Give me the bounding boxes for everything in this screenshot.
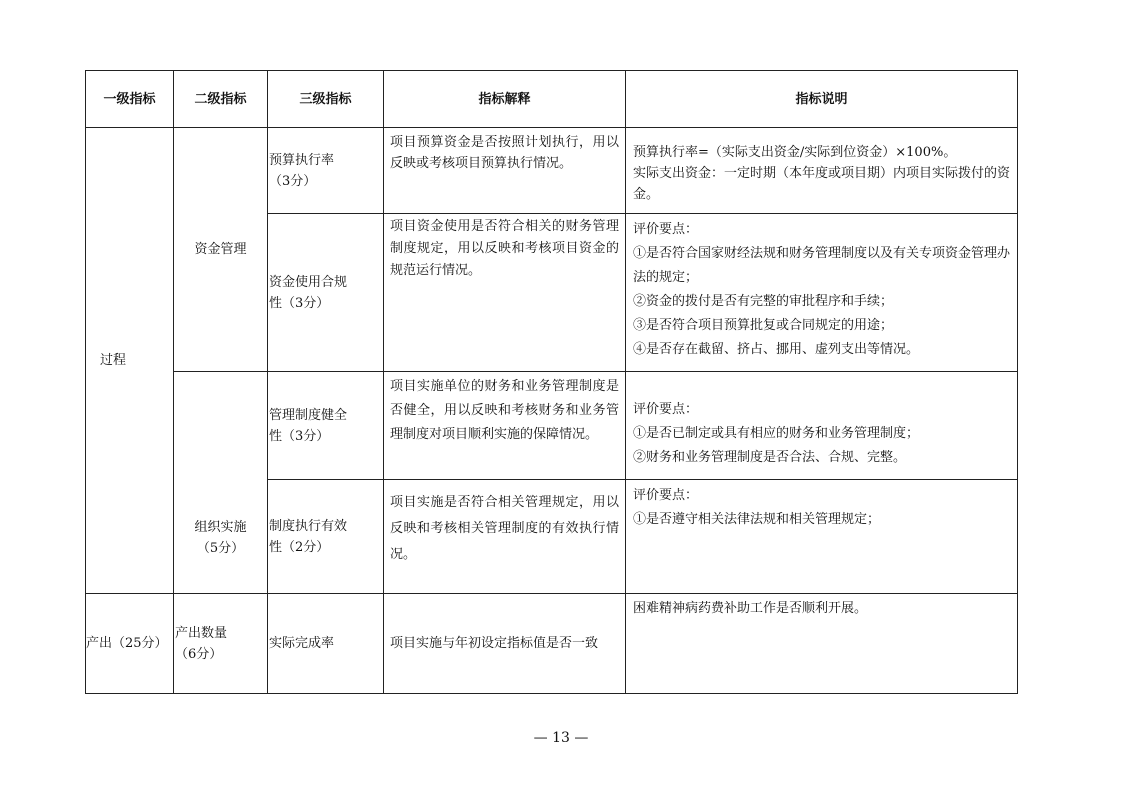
level1-output: 产出（25分） bbox=[86, 594, 174, 694]
table-row bbox=[86, 594, 1018, 694]
notes-cell: 困难精神病药费补助工作是否顺利开展。 bbox=[626, 594, 1018, 694]
level1-process: 过程 bbox=[86, 128, 174, 594]
notes-cell: 评价要点： ①是否符合国家财经法规和财务管理制度以及有关专项资金管理办法的规定； ②资金的拨付是否有完整的审批程序和手续； ③是否符合项目预算批复或合同规定的用途； ④是否存在截留、挤占、挪用、虚列支出等情况。 bbox=[626, 214, 1018, 372]
level3-cell: 制度执行有效 性（2分） bbox=[268, 480, 384, 594]
level3-cell: 管理制度健全 性（3分） bbox=[268, 372, 384, 480]
header-level3: 三级指标 bbox=[268, 71, 384, 128]
explanation-cell: 项目预算资金是否按照计划执行，用以反映或考核项目预算执行情况。 bbox=[384, 128, 626, 214]
header-notes: 指标说明 bbox=[626, 71, 1018, 128]
explanation-cell: 项目实施是否符合相关管理规定，用以反映和考核相关管理制度的有效执行情况。 bbox=[384, 480, 626, 594]
explanation-cell: 项目实施与年初设定指标值是否一致 bbox=[384, 594, 626, 694]
explanation-cell: 项目实施单位的财务和业务管理制度是否健全，用以反映和考核财务和业务管理制度对项目顺利实施的保障情况。 bbox=[384, 372, 626, 480]
level2-fund-management: 资金管理 bbox=[174, 128, 268, 372]
table-row bbox=[86, 128, 1018, 214]
page-number: — 13 — bbox=[533, 730, 589, 746]
notes-cell: 评价要点： ①是否遵守相关法律法规和相关管理规定； bbox=[626, 480, 1018, 594]
table-row bbox=[86, 372, 1018, 480]
level3-cell: 实际完成率 bbox=[268, 594, 384, 694]
level3-cell: 预算执行率 （3分） bbox=[268, 128, 384, 214]
level2-output-quantity: 产出数量 （6分） bbox=[174, 594, 268, 694]
notes-cell: 预算执行率=（实际支出资金/实际到位资金）×100%。 实际支出资金：一定时期（本年度或项目期）内项目实际拨付的资金。 bbox=[626, 128, 1018, 214]
level3-cell: 资金使用合规 性（3分） bbox=[268, 214, 384, 372]
level2-org-implementation: 组织实施 （5分） bbox=[174, 372, 268, 594]
indicator-table bbox=[85, 70, 1018, 694]
table-header-row bbox=[86, 71, 1018, 128]
notes-cell: 评价要点： ①是否已制定或具有相应的财务和业务管理制度； ②财务和业务管理制度是否合法、合规、完整。 bbox=[626, 372, 1018, 480]
header-level1: 一级指标 bbox=[86, 71, 174, 128]
header-explanation: 指标解释 bbox=[384, 71, 626, 128]
header-level2: 二级指标 bbox=[174, 71, 268, 128]
explanation-cell: 项目资金使用是否符合相关的财务管理制度规定，用以反映和考核项目资金的规范运行情况。 bbox=[384, 214, 626, 372]
